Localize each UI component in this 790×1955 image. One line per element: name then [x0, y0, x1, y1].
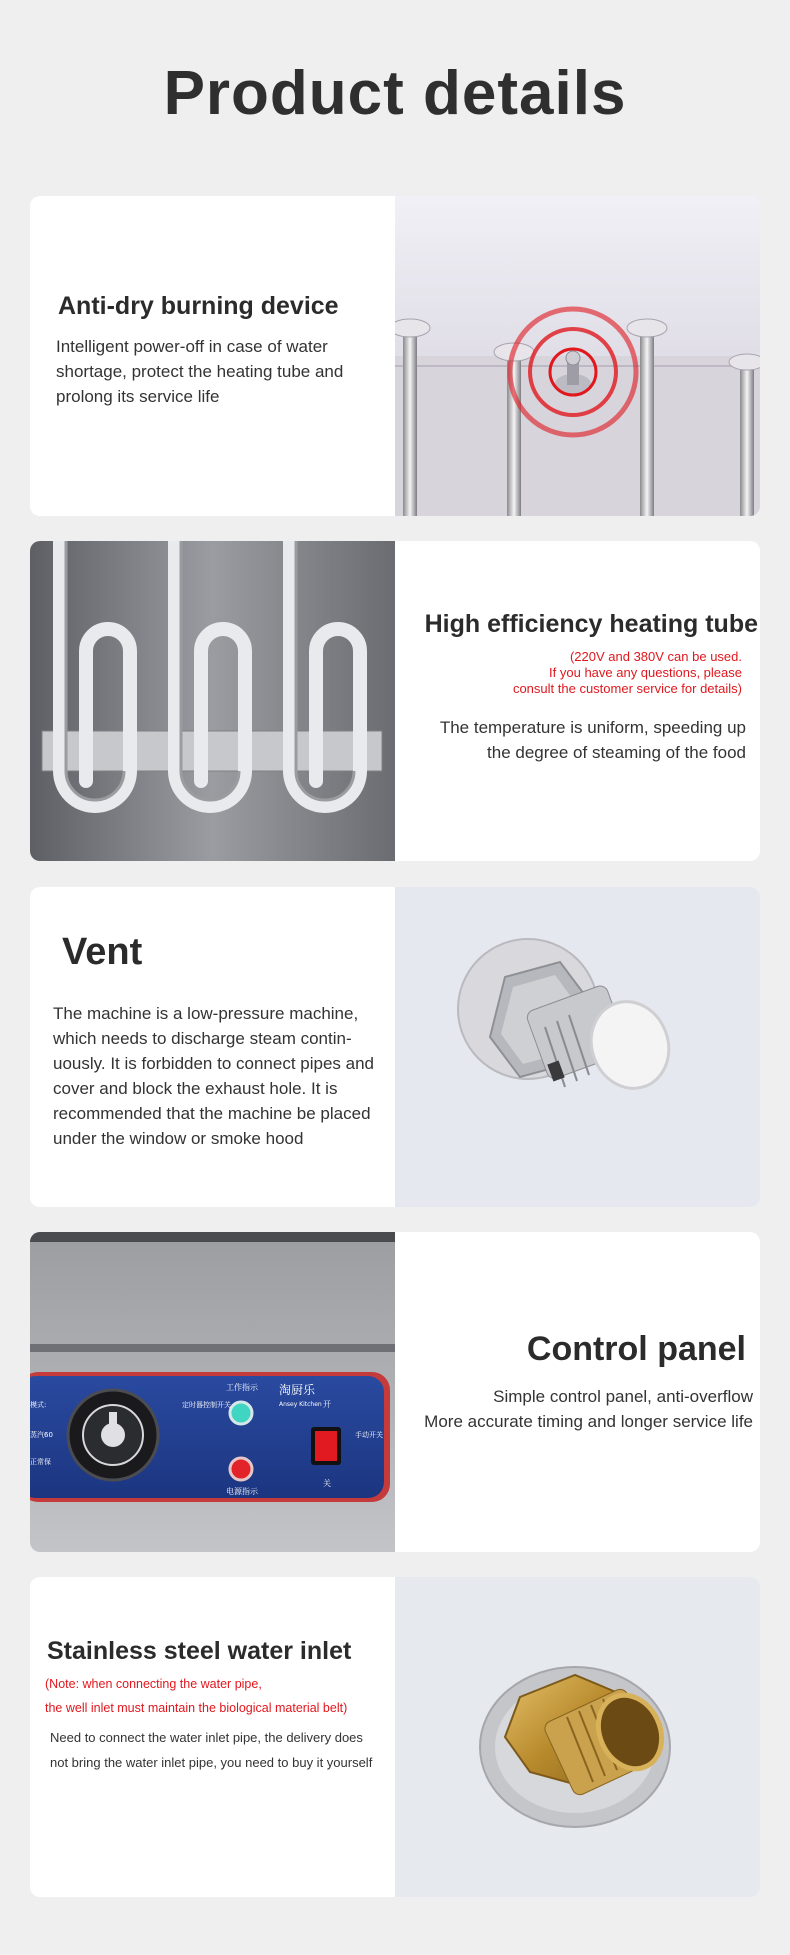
panel-label: 蒸汽60 — [30, 1431, 53, 1439]
section-description: The machine is a low-pressure machine, which needs to discharge steam contin-uously. It is forbidden to connect pipes and cover and block the exhaust hole. It is recommended that the machine be placed under the window or smoke hood — [53, 1004, 374, 1148]
section-title: Stainless steel water inlet — [47, 1637, 352, 1665]
note-line: (220V and 380V can be used. — [569, 649, 742, 664]
panel-label: 淘厨乐 — [279, 1383, 316, 1397]
section-anti-dry-burning — [30, 196, 760, 516]
panel-label: 手动开关 — [355, 1431, 383, 1439]
section-text-block — [30, 196, 395, 516]
section-control-panel — [30, 1232, 760, 1552]
section-description-line: The temperature is uniform, speeding up — [439, 718, 746, 737]
section-title: Anti-dry burning device — [58, 292, 339, 320]
panel-label: 开 — [323, 1400, 331, 1409]
section-description-line: Simple control panel, anti-overflow — [493, 1387, 753, 1406]
section-description: Need to connect the water inlet pipe, the delivery does not bring the water inlet pipe, you need to buy it yourself — [50, 1730, 373, 1770]
panel-label: 模式: — [30, 1401, 47, 1409]
vent-photo — [395, 887, 760, 1207]
section-text-block — [395, 1232, 760, 1552]
section-title: Control panel — [526, 1330, 746, 1368]
page-title: Product details — [163, 59, 627, 128]
section-water-inlet — [30, 1577, 760, 1897]
heating-tube-photo — [30, 541, 395, 861]
section-description-line: the degree of steaming of the food — [487, 743, 746, 762]
water-inlet-photo — [395, 1577, 760, 1897]
anti-dry-burning-photo — [395, 196, 760, 516]
note-line: consult the customer service for details) — [512, 681, 742, 696]
panel-label: 电源指示 — [226, 1487, 258, 1496]
section-title: Vent — [62, 931, 143, 973]
note-line: If you have any questions, please — [549, 665, 742, 680]
panel-label: 工作指示 — [226, 1383, 258, 1392]
note-line: (Note: when connecting the water pipe, — [45, 1677, 262, 1691]
panel-label: 关 — [323, 1479, 331, 1488]
panel-label: Ansey Kitchen — [279, 1401, 322, 1408]
panel-label: 定时器控制开关 — [182, 1401, 231, 1409]
section-description: Intelligent power-off in case of water shortage, protect the heating tube and prolong its service life — [56, 337, 344, 406]
panel-label: 正常保 — [30, 1458, 51, 1466]
section-text-block — [395, 541, 760, 861]
section-heating-tube — [30, 541, 760, 861]
control-panel-photo — [30, 1232, 395, 1552]
note-line: the well inlet must maintain the biological material belt) — [45, 1701, 348, 1715]
section-text-block — [30, 887, 395, 1207]
section-vent — [30, 887, 760, 1207]
section-text-block — [30, 1577, 395, 1897]
section-title: High efficiency heating tube — [424, 610, 758, 638]
section-description-line: More accurate timing and longer service life — [424, 1412, 753, 1431]
